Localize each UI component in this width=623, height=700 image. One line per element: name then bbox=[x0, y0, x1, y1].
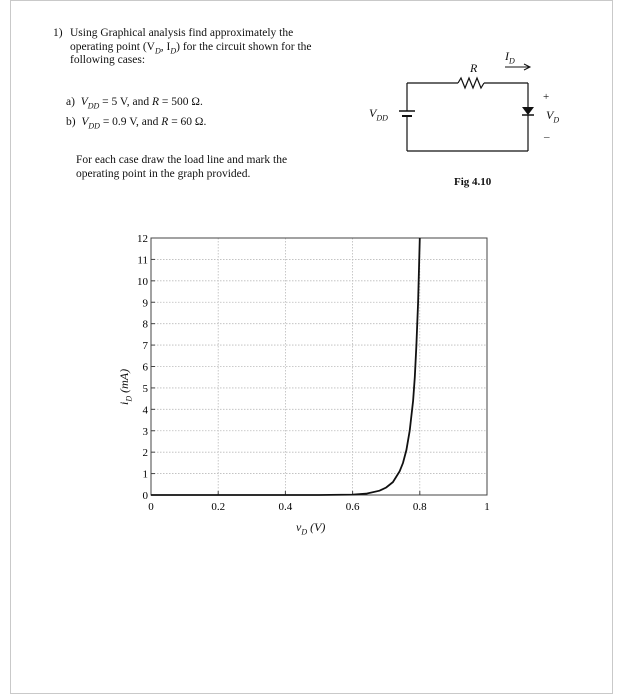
resistor-label: R bbox=[470, 61, 478, 75]
plus-sign: + bbox=[543, 91, 550, 103]
y-tick-label: 10 bbox=[137, 275, 148, 288]
question-line-3: following cases: bbox=[70, 54, 146, 66]
circuit-diagram bbox=[355, 45, 575, 195]
diode-iv-chart bbox=[100, 225, 500, 555]
y-tick-label: 1 bbox=[142, 468, 148, 481]
y-tick-label: 12 bbox=[137, 233, 148, 245]
instruction-line-1: For each case draw the load line and mark the bbox=[76, 154, 288, 166]
chart-grid bbox=[151, 238, 487, 495]
minus-sign: – bbox=[544, 131, 550, 143]
case-a: a) $V_{DD} = 5$ V, and R = 500 Ω. bbox=[66, 96, 203, 111]
x-tick-label: 0.2 bbox=[211, 501, 226, 513]
question-number: 1) bbox=[53, 27, 63, 39]
x-tick-label: 1 bbox=[484, 501, 490, 513]
resistor-symbol bbox=[458, 78, 484, 88]
y-tick-label: 3 bbox=[142, 425, 148, 438]
y-tick-labels bbox=[137, 233, 155, 502]
y-tick-label: 0 bbox=[142, 490, 148, 502]
y-tick-label: 5 bbox=[142, 382, 148, 395]
y-tick-label: 11 bbox=[137, 254, 148, 267]
y-tick-label: 7 bbox=[142, 340, 148, 353]
y-tick-label: 4 bbox=[142, 404, 148, 417]
current-label: $I_D$ bbox=[505, 49, 515, 66]
diode-symbol bbox=[522, 107, 534, 115]
vd-label: $V_D$ bbox=[546, 108, 560, 125]
x-tick-label: 0 bbox=[148, 501, 154, 513]
y-tick-label: 9 bbox=[142, 297, 148, 310]
y-axis-label: $i_D$ (mA) bbox=[117, 368, 134, 405]
y-tick-label: 2 bbox=[142, 447, 148, 460]
question-line-1: Using Graphical analysis find approximately the bbox=[70, 27, 294, 39]
case-b: b) $V_{DD} = 0.9$ V, and R = 60 Ω. bbox=[66, 116, 207, 131]
x-tick-label: 0.4 bbox=[278, 501, 293, 513]
x-tick-label: 0.6 bbox=[345, 501, 360, 513]
question-line-2: operating point ($V_D$, $I_D$) for the circuit shown for the bbox=[70, 41, 312, 56]
source-label: $V_{DD}$ bbox=[369, 106, 388, 123]
y-tick-label: 6 bbox=[142, 361, 148, 374]
figure-caption: Fig 4.10 bbox=[454, 176, 492, 188]
x-axis-label: $v_D$ (V) bbox=[296, 520, 326, 537]
x-tick-label: 0.8 bbox=[412, 501, 427, 513]
y-tick-label: 8 bbox=[142, 318, 148, 331]
instruction-line-2: operating point in the graph provided. bbox=[76, 168, 251, 180]
